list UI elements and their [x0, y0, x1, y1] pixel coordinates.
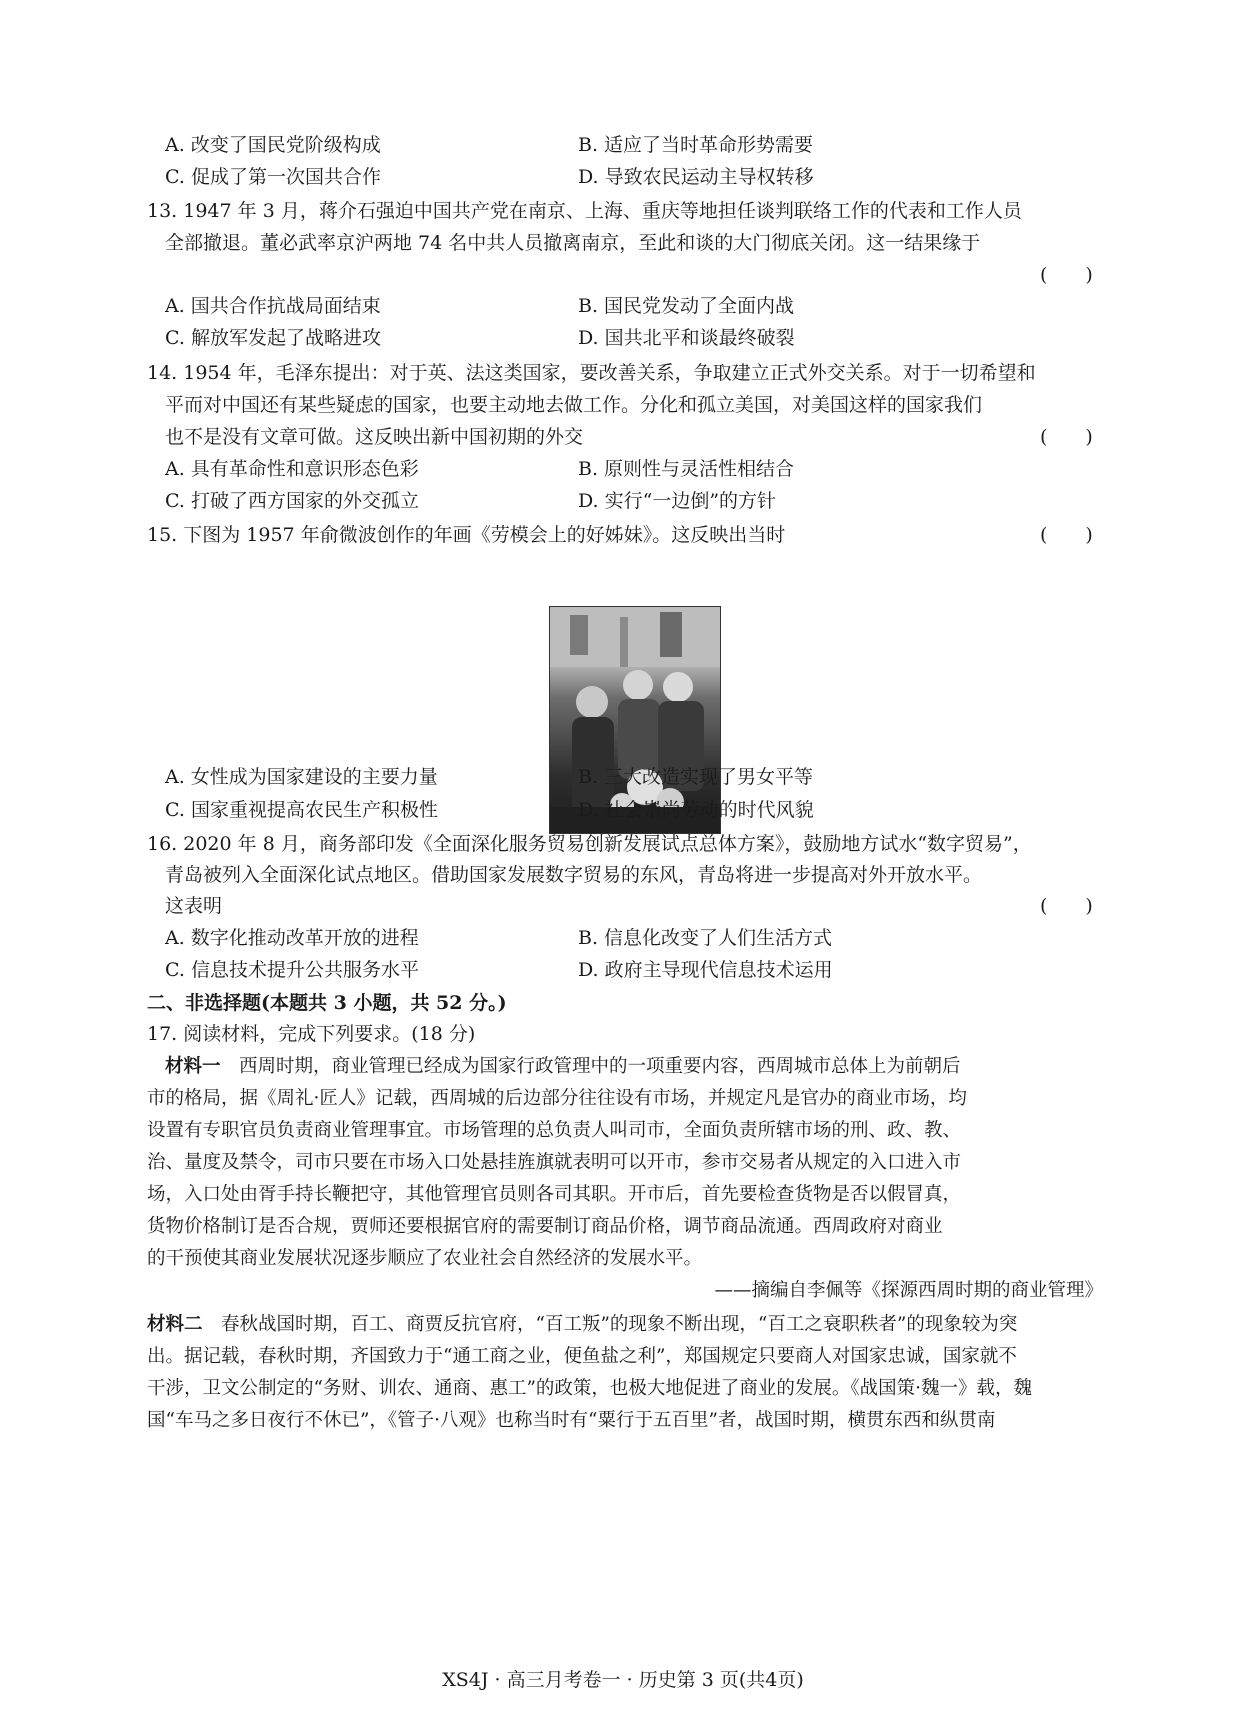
- q14-stem-line3: 也不是没有文章可做。这反映出新中国初期的外交: [165, 426, 584, 448]
- material-one-line6: 货物价格制订是否合规，贾师还要根据官府的需要制订商品价格，调节商品流通。西周政府对商业: [147, 1216, 943, 1237]
- q14-stem-line1: 14. 1954 年，毛泽东提出：对于英、法这类国家，要改善关系，争取建立正式外交关系。对于一切希望和: [147, 362, 1036, 384]
- q16-option-c: C. 信息技术提升公共服务水平: [165, 959, 419, 981]
- q16-option-d: D. 政府主导现代信息技术运用: [578, 959, 833, 981]
- q13-stem-line2: 全部撤退。董必武率京沪两地 74 名中共人员撤离南京，至此和谈的大门彻底关闭。这一结果缘于: [165, 232, 981, 254]
- q12-option-d: D. 导致农民运动主导权转移: [578, 166, 814, 188]
- q13-option-c: C. 解放军发起了战略进攻: [165, 327, 381, 349]
- q16-stem-line2: 青岛被列入全面深化试点地区。借助国家发展数字贸易的东风，青岛将进一步提高对外开放水平。: [165, 864, 983, 886]
- material-two-line4: 国“车马之多日夜行不休已”，《管子·八观》也称当时有“粟行于五百里”者，战国时期，横贯东西和纵贯南: [147, 1410, 996, 1431]
- q14-option-d: D. 实行“一边倒”的方针: [578, 490, 777, 512]
- material-two-label: 材料二: [147, 1314, 203, 1335]
- material-two-text: 春秋战国时期，百工、商贾反抗官府，“百工叛”的现象不断出现，“百工之衰职秩者”的现象较为突: [202, 1314, 1018, 1335]
- q16-option-a: A. 数字化推动改革开放的进程: [165, 927, 419, 949]
- q15-option-d: D. 社会崇尚劳动的时代风貌: [578, 799, 814, 821]
- q16-option-b: B. 信息化改变了人们生活方式: [578, 927, 833, 949]
- q13-option-a: A. 国共合作抗战局面结束: [165, 295, 381, 317]
- q15-option-b: B. 三大改造实现了男女平等: [578, 766, 814, 788]
- material-one-line1: [165, 1054, 961, 1080]
- material-one-line5: 场，入口处由胥手持长鞭把守，其他管理官员则各司其职。开市后，首先要检查货物是否以假冒真，: [147, 1184, 962, 1205]
- q12-option-c: C. 促成了第一次国共合作: [165, 166, 381, 188]
- material-one-line4: 治、量度及禁令，司市只要在市场入口处悬挂旌旗就表明可以开市，参市交易者从规定的入口进入市: [147, 1152, 962, 1173]
- material-two-line1: [147, 1312, 1017, 1338]
- q14-option-b: B. 原则性与灵活性相结合: [578, 458, 795, 480]
- q16-answer-paren: ( ): [1040, 895, 1093, 917]
- q15-option-c: C. 国家重视提高农民生产积极性: [165, 799, 438, 821]
- q13-answer-paren: ( ): [1040, 264, 1093, 286]
- q16-stem-line3: 这表明: [165, 895, 223, 917]
- material-one-text: 西周时期，商业管理已经成为国家行政管理中的一项重要内容，西周城市总体上为前朝后: [220, 1056, 961, 1077]
- q17-title: 17. 阅读材料，完成下列要求。(18 分): [147, 1023, 476, 1045]
- material-one-line3: 设置有专职官员负责商业管理事宜。市场管理的总负责人叫司市，全面负责所辖市场的刑、政、教、: [147, 1120, 962, 1141]
- material-two-line3: 干涉，卫文公制定的“务财、训农、通商、惠工”的政策，也极大地促进了商业的发展。《战国策·魏一》载，魏: [147, 1378, 1033, 1399]
- q13-option-b: B. 国民党发动了全面内战: [578, 295, 795, 317]
- q16-stem-line1: 16. 2020 年 8 月，商务部印发《全面深化服务贸易创新发展试点总体方案》，鼓励地方试水“数字贸易”，: [147, 833, 1032, 855]
- q14-answer-paren: ( ): [1040, 426, 1093, 448]
- material-one-line2: 市的格局，据《周礼·匠人》记载，西周城的后边部分往往设有市场，并规定凡是官办的商业市场，均: [147, 1088, 967, 1109]
- q12-option-a: A. 改变了国民党阶级构成: [165, 134, 381, 156]
- q15-option-a: A. 女性成为国家建设的主要力量: [165, 766, 438, 788]
- material-one-source: ——摘编自李佩等《探源西周时期的商业管理》: [714, 1280, 1103, 1301]
- material-one-label: 材料一: [165, 1056, 221, 1077]
- q15-stem-line1: 15. 下图为 1957 年俞微波创作的年画《劳模会上的好姊妹》。这反映出当时: [147, 524, 786, 546]
- q12-option-b: B. 适应了当时革命形势需要: [578, 134, 814, 156]
- q14-option-a: A. 具有革命性和意识形态色彩: [165, 458, 419, 480]
- section-heading: 二、非选择题(本题共 3 小题，共 52 分。): [147, 992, 507, 1014]
- q13-option-d: D. 国共北平和谈最终破裂: [578, 327, 795, 349]
- page-footer: XS4J · 高三月考卷一 · 历史第 3 页(共4页): [442, 1669, 804, 1691]
- material-two-line2: 出。据记载，春秋时期，齐国致力于“通工商之业，便鱼盐之利”，郑国规定只要商人对国家忠诚，国家就不: [147, 1346, 1017, 1367]
- q13-stem-line1: 13. 1947 年 3 月，蒋介石强迫中国共产党在南京、上海、重庆等地担任谈判联络工作的代表和工作人员: [147, 200, 1022, 222]
- q15-answer-paren: ( ): [1040, 524, 1093, 546]
- material-one-line7: 的干预使其商业发展状况逐步顺应了农业社会自然经济的发展水平。: [147, 1248, 703, 1269]
- q14-option-c: C. 打破了西方国家的外交孤立: [165, 490, 419, 512]
- q14-stem-line2: 平而对中国还有某些疑虑的国家，也要主动地去做工作。分化和孤立美国，对美国这样的国家我们: [165, 394, 983, 416]
